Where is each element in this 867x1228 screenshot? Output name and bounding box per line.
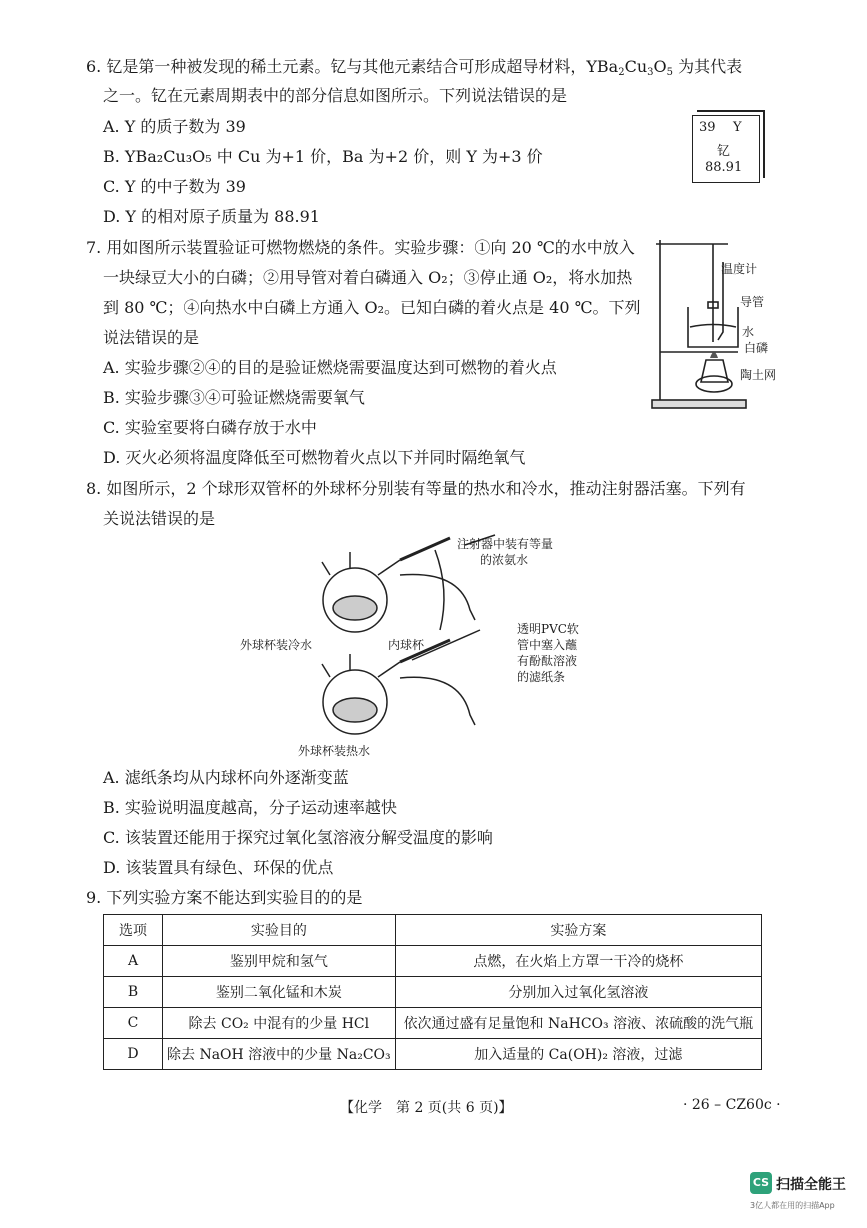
experiment-plan-table	[103, 914, 762, 1070]
label-pvc-line1: 透明PVC软	[517, 622, 579, 636]
q6-option-c: C. Y 的中子数为 39	[103, 177, 246, 196]
header-purpose: 实验目的	[163, 915, 396, 946]
q6-option-b: B. YBa₂Cu₃O₅ 中 Cu 为+1 价，Ba 为+2 价，则 Y 为+3 价	[103, 147, 543, 166]
element-name: 钇	[717, 144, 731, 159]
q7-option-b: B. 实验步骤③④可验证燃烧需要氧气	[103, 388, 365, 407]
cell-purpose: 鉴别甲烷和氢气	[163, 946, 396, 977]
page-code: · 26 – CZ60c ·	[683, 1097, 781, 1113]
label-phosphorus: 白磷	[744, 341, 769, 355]
label-cold-water: 外球杯装冷水	[240, 638, 313, 652]
table-row	[104, 946, 762, 977]
cell-purpose: 鉴别二氧化锰和木炭	[163, 977, 396, 1008]
cell-option: A	[104, 946, 163, 977]
double-cup-apparatus-figure	[300, 530, 630, 760]
cell-option: B	[104, 977, 163, 1008]
q6-option-d: D. Y 的相对原子质量为 88.91	[103, 207, 320, 226]
table-row	[104, 1008, 762, 1039]
cell-plan: 加入适量的 Ca(OH)₂ 溶液，过滤	[395, 1039, 761, 1070]
q7-option-c: C. 实验室要将白磷存放于水中	[103, 418, 317, 437]
page-footer: 【化学 第 2 页(共 6 页)】	[340, 1100, 513, 1116]
q8-stem-line2: 关说法错误的是	[103, 509, 216, 528]
cell-plan: 分别加入过氧化氢溶液	[395, 977, 761, 1008]
table-row	[104, 1039, 762, 1070]
cell-plan: 点燃，在火焰上方罩一干冷的烧杯	[395, 946, 761, 977]
label-syringe-line1: 注射器中装有等量	[457, 537, 554, 551]
element-number: 39	[699, 120, 716, 135]
cell-option: C	[104, 1008, 163, 1039]
header-plan: 实验方案	[395, 915, 761, 946]
element-symbol: Y	[733, 120, 742, 135]
q8-stem-line1: 8. 如图所示，2 个球形双管杯的外球杯分别装有等量的热水和冷水，推动注射器活塞。下列有	[86, 479, 746, 498]
label-water: 水	[742, 325, 755, 339]
q8-option-b: B. 实验说明温度越高，分子运动速率越快	[103, 798, 397, 817]
q6-option-a: A. Y 的质子数为 39	[103, 117, 246, 136]
label-pvc-line2: 管中塞入蘸	[517, 638, 578, 652]
q7-option-a: A. 实验步骤②④的目的是验证燃烧需要温度达到可燃物的着火点	[103, 358, 557, 377]
q8-option-a: A. 滤纸条均从内球杯向外逐渐变蓝	[103, 768, 349, 787]
q7-option-d: D. 灭火必须将温度降低至可燃物着火点以下并同时隔绝氧气	[103, 448, 526, 467]
q6-stem-line1: 6. 钇是第一种被发现的稀土元素。钇与其他元素结合可形成超导材料，$YBa_2Cu_3O_5$ 为其代表	[86, 57, 743, 78]
label-inner-cup: 内球杯	[388, 638, 425, 652]
cell-plan: 依次通过盛有足量饱和 NaHCO₃ 溶液、浓硫酸的洗气瓶	[395, 1008, 761, 1039]
q6-stem-line2: 之一。钇在元素周期表中的部分信息如图所示。下列说法错误的是	[103, 86, 568, 105]
camscanner-logo-icon: CS	[750, 1172, 772, 1194]
q7-stem-line2: 一块绿豆大小的白磷；②用导管对着白磷通入 O₂；③停止通 O₂，将水加热	[103, 268, 633, 287]
element-card	[692, 115, 760, 183]
q7-stem-line3: 到 80 ℃；④向热水中白磷上方通入 O₂。已知白磷的着火点是 40 ℃。下列	[103, 298, 641, 317]
header-option: 选项	[104, 915, 163, 946]
label-gauze: 陶土网	[740, 368, 777, 382]
q7-stem-line1: 7. 用如图所示装置验证可燃物燃烧的条件。实验步骤：①向 20 ℃的水中放入	[86, 238, 635, 257]
q8-option-c: C. 该装置还能用于探究过氧化氢溶液分解受温度的影响	[103, 828, 493, 847]
label-thermometer: 温度计	[721, 262, 758, 276]
combustion-apparatus-figure	[648, 232, 798, 412]
label-pvc-line4: 的滤纸条	[517, 670, 566, 684]
element-mass: 88.91	[705, 160, 743, 175]
cell-option: D	[104, 1039, 163, 1070]
table-row	[104, 977, 762, 1008]
watermark-subtitle: 3亿人都在用的扫描App	[750, 1201, 835, 1210]
q8-option-d: D. 该装置具有绿色、环保的优点	[103, 858, 334, 877]
label-tube: 导管	[740, 295, 765, 309]
label-pvc-line3: 有酚酞溶液	[517, 654, 578, 668]
q9-stem: 9. 下列实验方案不能达到实验目的的是	[86, 888, 363, 907]
watermark-name: 扫描全能王	[776, 1177, 846, 1193]
cell-purpose: 除去 CO₂ 中混有的少量 HCl	[163, 1008, 396, 1039]
label-hot-water: 外球杯装热水	[298, 744, 371, 758]
cell-purpose: 除去 NaOH 溶液中的少量 Na₂CO₃	[163, 1039, 396, 1070]
table-header-row	[104, 915, 762, 946]
q7-stem-line4: 说法错误的是	[103, 328, 200, 347]
label-syringe-line2: 的浓氨水	[480, 553, 529, 567]
